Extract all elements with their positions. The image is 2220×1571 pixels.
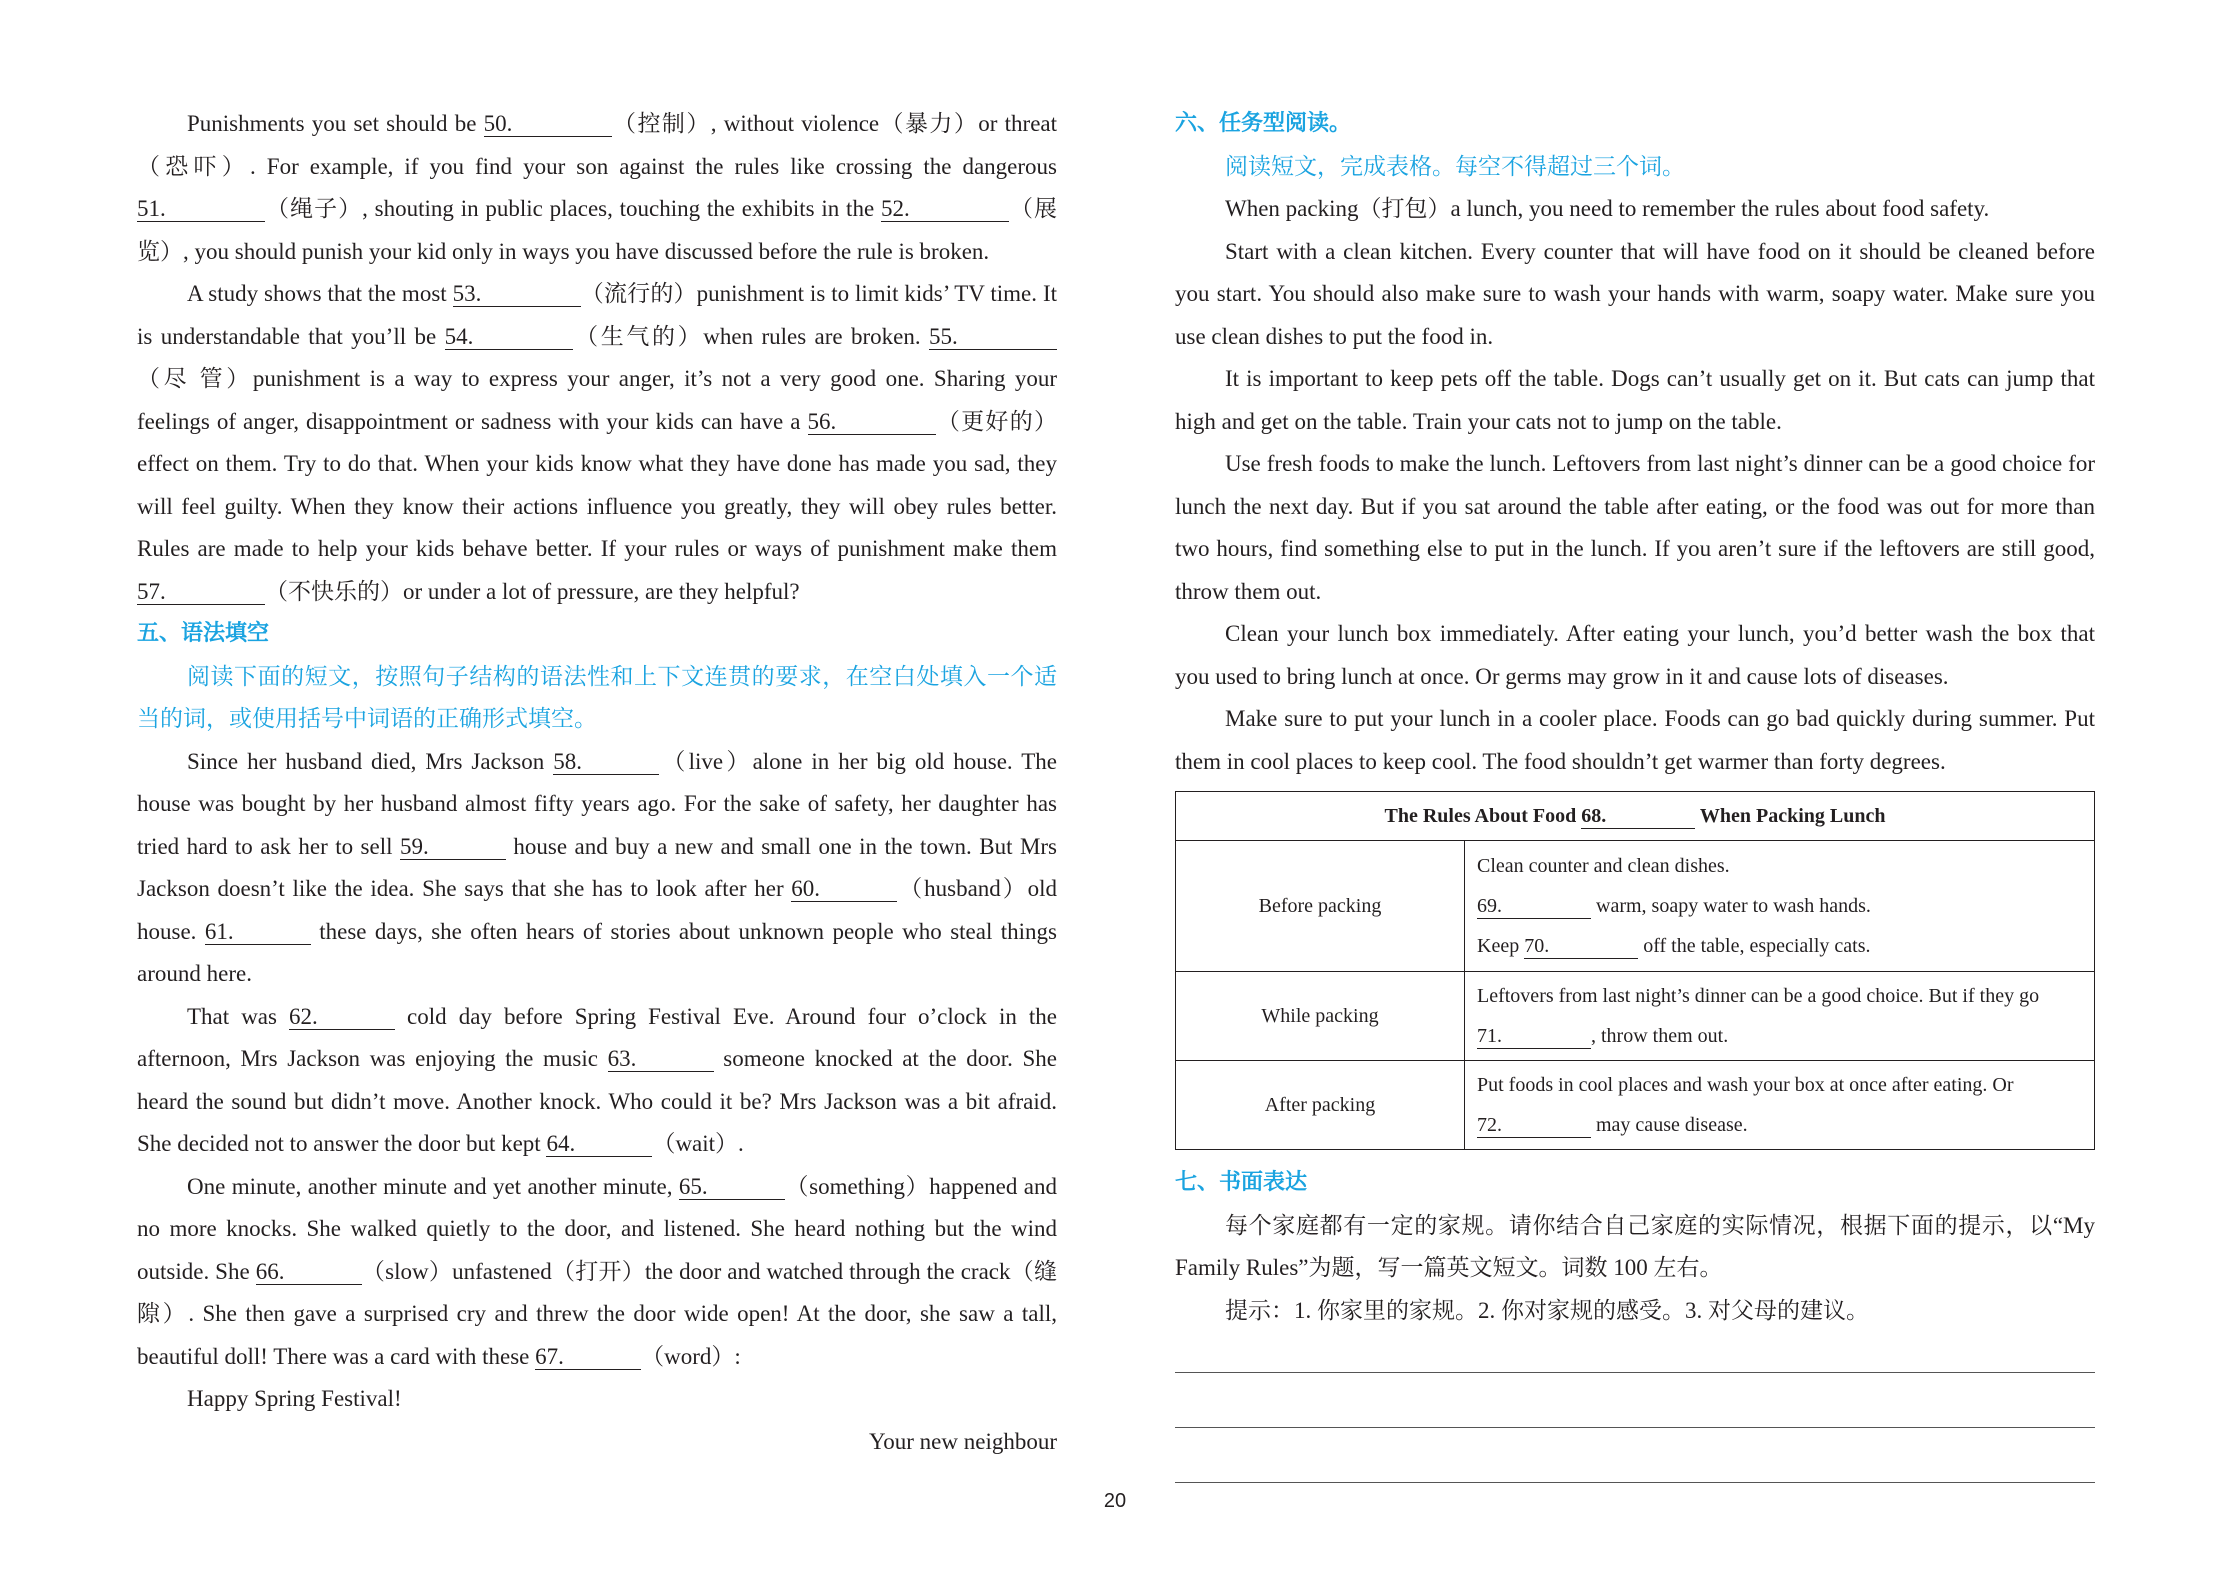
card-signature: Your new neighbour [868, 1428, 1057, 1454]
answer-blank[interactable]: 70. [1524, 934, 1638, 959]
table-title [1176, 792, 2095, 841]
section-5-heading: 五、语法填空 [137, 621, 270, 646]
paragraph [137, 1378, 1057, 1421]
text-segment: （something）happened and no more knocks. She walked quietly to the door, and listened. She heard nothing but the wind outside. She [137, 1173, 1057, 1284]
paragraph: Clean your lunch box immediately. After eating your lunch, you’d better wash the box that you used to bring lunch at once. Or germs may grow in it and cause lots of diseases. [1175, 621, 2095, 689]
row-label: After packing [1176, 1061, 1465, 1150]
passage-rules-punishment [137, 103, 1057, 613]
paragraph: When packing（打包）a lunch, you need to remember the rules about food safety. [1225, 196, 1990, 221]
section-7-heading: 七、书面表达 [1175, 1170, 1308, 1195]
text-segment: Since her husband died, Mrs Jackson [187, 748, 554, 774]
right-column [1175, 103, 2095, 1483]
paragraph: Make sure to put your lunch in a cooler place. Foods can go bad quickly during summer. Put them in cool places to keep cool. The food shouldn’t get warmer than forty degrees. [1175, 706, 2095, 774]
text-segment: cold day before Spring Festival Eve. Around four o’clock in the afternoon, Mrs Jackson was enjoying the music [137, 1003, 1057, 1071]
answer-blank[interactable]: 68. [1581, 804, 1695, 829]
answer-blank[interactable]: 69. [1477, 894, 1591, 919]
text-segment: That was [187, 1003, 290, 1029]
text-segment: （husband）old house. [137, 876, 1057, 944]
answer-blank[interactable]: 66. [256, 1260, 362, 1285]
passage-mrs-jackson [137, 741, 1057, 1421]
text-segment: Happy Spring Festival! [187, 1386, 402, 1411]
table-row [1176, 841, 2095, 972]
text-segment: When Packing Lunch [1695, 804, 1886, 827]
passage-food-safety [1175, 188, 2095, 783]
text-segment: off the table, especially cats. [1638, 935, 1871, 957]
answer-blank[interactable]: 64. [546, 1132, 652, 1157]
text-segment: may cause disease. [1591, 1114, 1748, 1136]
table-row [1176, 1061, 2095, 1150]
page-number: 20 [1103, 1490, 1127, 1512]
text-segment: warm, soapy water to wash hands. [1591, 895, 1871, 917]
text-segment: （绳子）, shouting in public places, touching the exhibits in the [265, 196, 881, 221]
writing-line[interactable] [1175, 1427, 2095, 1428]
answer-area[interactable] [1175, 1372, 2095, 1483]
text-segment: （不快乐的）or under a lot of pressure, are they helpful? [265, 578, 800, 604]
answer-blank[interactable]: 54. [445, 325, 573, 350]
row-content [1465, 1061, 2095, 1150]
content-line [1477, 886, 2086, 926]
paragraph [137, 103, 1057, 273]
text-segment: One minute, another minute and yet another minute, [187, 1173, 679, 1199]
text-segment: The Rules About Food [1384, 804, 1582, 827]
paragraph: Start with a clean kitchen. Every counter that will have food on it should be cleaned before you start. You should also make sure to wash your hands with warm, soapy water. Make sure you use clean dishes to put the food in. [1175, 238, 2095, 349]
text-segment: Keep [1477, 935, 1525, 957]
answer-blank[interactable]: 52. [881, 197, 1009, 222]
paragraph: It is important to keep pets off the table. Dogs can’t usually get on it. But cats can jump that high and get on the table. Train your cats not to jump on the table. [1175, 366, 2095, 434]
section-6-instruction: 阅读短文，完成表格。每空不得超过三个词。 [1225, 153, 1685, 179]
text-segment: （展览）, you should punish your kid only in ways you have discussed before the rule is broken. [137, 196, 1057, 264]
text-segment: Punishments you set should be [187, 111, 484, 136]
writing-line[interactable] [1175, 1482, 2095, 1483]
text-segment: house and buy a new and small one in the town. But Mrs Jackson doesn’t like the idea. She says that she has to look after her [137, 833, 1057, 901]
row-content [1465, 972, 2095, 1061]
answer-blank[interactable]: 58. [553, 750, 659, 775]
text-segment: （word）: [641, 1343, 741, 1369]
text-segment: （生气的）when rules are broken. [572, 323, 929, 349]
writing-line[interactable] [1175, 1372, 2095, 1373]
answer-blank[interactable]: 72. [1477, 1113, 1591, 1138]
paragraph: Use fresh foods to make the lunch. Leftovers from last night’s dinner can be a good choice for lunch the next day. But if you sat around the table after eating, or the food was out for more than two hours, find something else to put in the lunch. If you aren’t sure if the leftovers are still good, throw them out. [1175, 451, 2095, 604]
writing-hints: 提示：1. 你家里的家规。2. 你对家规的感受。3. 对父母的建议。 [1225, 1297, 1869, 1323]
paragraph [137, 1166, 1057, 1379]
answer-blank[interactable]: 71. [1477, 1024, 1591, 1049]
content-line [1477, 976, 2086, 1056]
answer-blank[interactable]: 65. [679, 1175, 785, 1200]
answer-blank[interactable]: 56. [808, 410, 936, 435]
text-segment: Leftovers from last night’s dinner can be a good choice. But if they go [1477, 985, 2040, 1007]
row-content [1465, 841, 2095, 972]
text-segment: （尽 管）punishment is a way to express your anger, it’s not a very good one. Sharing your feelings of anger, disappointment or sadness with your kids can have a [137, 366, 1057, 434]
section-6-heading: 六、任务型阅读。 [1175, 111, 1352, 136]
content-line [1477, 846, 2086, 886]
answer-blank[interactable]: 59. [400, 835, 506, 860]
paragraph [137, 273, 1057, 613]
text-segment: Clean counter and clean dishes. [1477, 855, 1730, 877]
text-segment: , throw them out. [1591, 1025, 1729, 1047]
text-segment: （流行的）punishment is to limit kids’ TV time. It is understandable that you’ll be [137, 281, 1057, 349]
left-column [137, 103, 1057, 1463]
answer-blank[interactable]: 61. [205, 920, 311, 945]
writing-prompt: 每个家庭都有一定的家规。请你结合自己家庭的实际情况，根据下面的提示，以“My Family Rules”为题，写一篇英文短文。词数 100 左右。 [1175, 1212, 2095, 1280]
answer-blank[interactable]: 50. [484, 112, 612, 137]
rules-table [1175, 791, 2095, 1150]
text-segment: someone knocked at the door. She heard the sound but didn’t move. Another knock. Who could it be? Mrs Jackson was a bit afraid. She decided not to answer the door but kept [137, 1046, 1057, 1156]
answer-blank[interactable]: 51. [137, 197, 265, 222]
paragraph [137, 741, 1057, 996]
section-5-instruction: 阅读下面的短文，按照句子结构的语法性和上下文连贯的要求，在空白处填入一个适当的词，或使用括号中词语的正确形式填空。 [137, 663, 1057, 731]
answer-blank[interactable]: 55. [929, 325, 1057, 350]
row-label: While packing [1176, 972, 1465, 1061]
content-line [1477, 926, 2086, 966]
paragraph [137, 996, 1057, 1166]
text-segment: Put foods in cool places and wash your box at once after eating. Or [1477, 1074, 2014, 1096]
table-row [1176, 972, 2095, 1061]
text-segment: （live）alone in her big old house. The house was bought by her husband almost fifty years ago. For the sake of safety, her daughter has tried hard to ask her to sell [137, 748, 1057, 859]
answer-blank[interactable]: 67. [535, 1345, 641, 1370]
answer-blank[interactable]: 57. [137, 580, 265, 605]
text-segment: （控制）, without violence（暴力）or threat（恐吓）. For example, if you find your son against the rules like crossing the dangerous [137, 111, 1057, 179]
text-segment: these days, she often hears of stories about unknown people who steal things around here. [137, 918, 1057, 986]
row-label: Before packing [1176, 841, 1465, 972]
answer-blank[interactable]: 63. [608, 1047, 714, 1072]
text-segment: （slow）unfastened（打开）the door and watched through the crack（缝隙）. She then gave a surprised cry and threw the door wide open! At the door, she saw a tall, beautiful doll! There was a card with these [137, 1258, 1057, 1369]
text-segment: （wait）. [652, 1131, 744, 1156]
answer-blank[interactable]: 62. [289, 1005, 395, 1030]
text-segment: A study shows that the most [187, 281, 453, 306]
answer-blank[interactable]: 53. [453, 282, 581, 307]
answer-blank[interactable]: 60. [791, 877, 897, 902]
text-segment: （更好的）effect on them. Try to do that. When your kids know what they have done has made you sad, they will feel guilty. When they know their actions influence you greatly, they will obey rules better. Rules are made to help your kids behave better. If your rules or ways of punishment make them [137, 408, 1057, 561]
content-line [1477, 1065, 2086, 1145]
